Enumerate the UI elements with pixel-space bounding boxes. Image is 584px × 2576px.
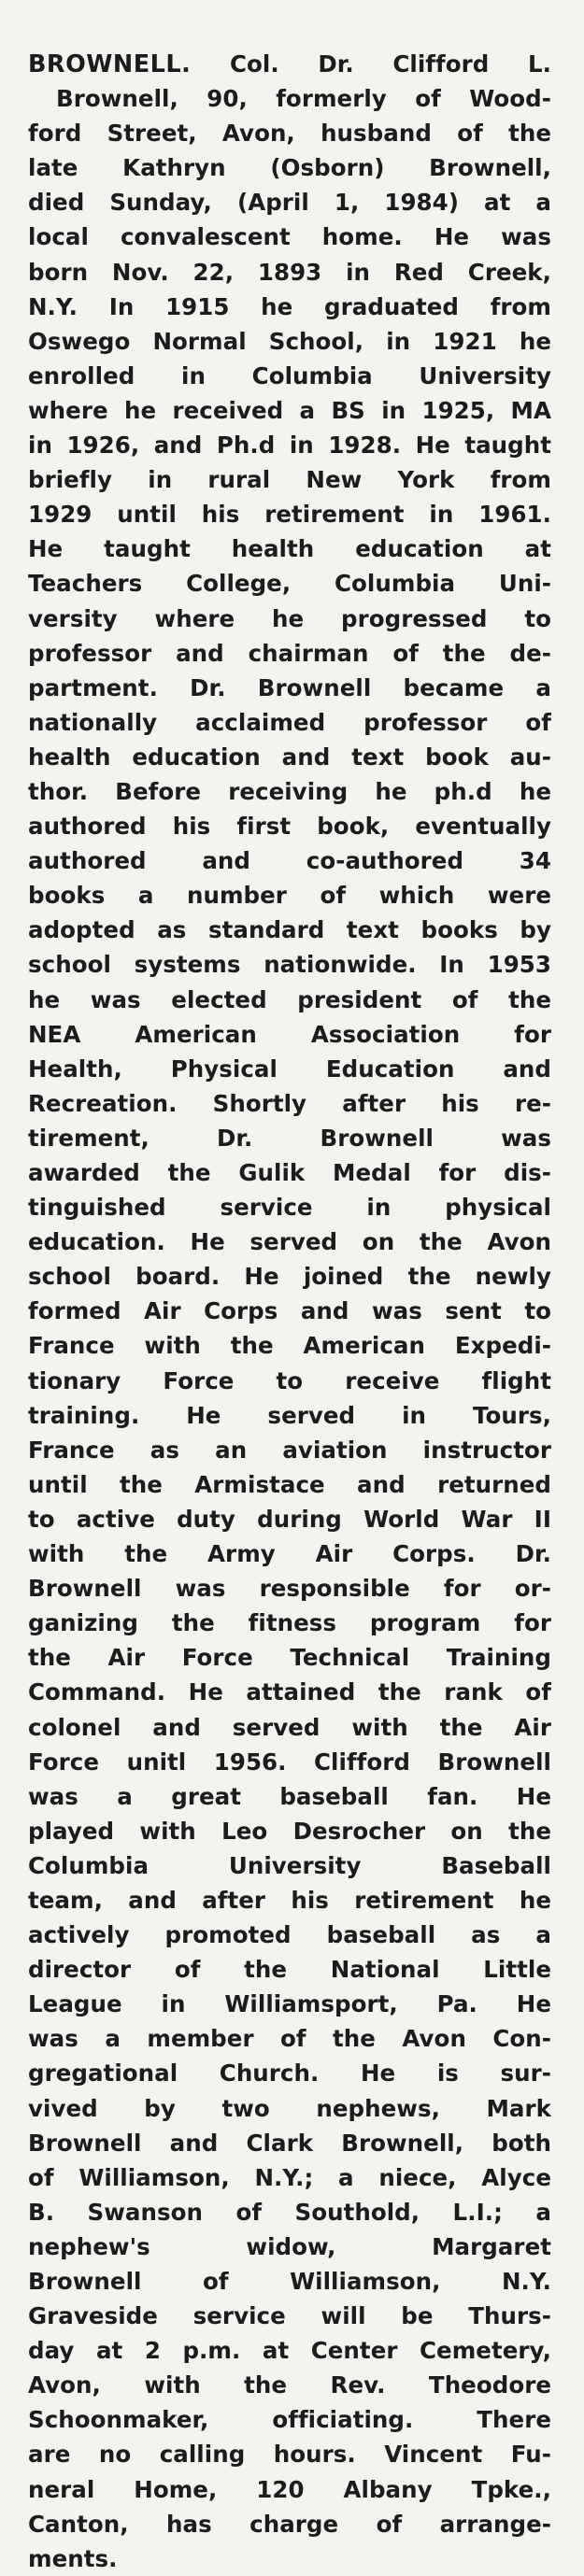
obituary-line: colonel and served with the Air	[28, 1713, 551, 1741]
obituary-column	[28, 47, 551, 2576]
obituary-line: Brownell was responsible for or-	[28, 1575, 551, 1603]
obituary-line: briefly in rural New York from	[28, 466, 551, 494]
obituary-line: team, and after his retirement he	[28, 1886, 551, 1914]
obituary-line: ments.	[28, 2544, 118, 2572]
obituary-line: tirement, Dr. Brownell was	[28, 1124, 551, 1152]
obituary-line: adopted as standard text books by	[28, 916, 551, 944]
obituary-line: awarded the Gulik Medal for dis-	[28, 1159, 551, 1186]
obituary-line: B. Swanson of Southold, L.I.; a	[28, 2198, 551, 2226]
obituary-line: school systems nationwide. In 1953	[28, 951, 551, 979]
obituary-line: played with Leo Desrocher on the	[28, 1817, 551, 1845]
obituary-line: local convalescent home. He was	[28, 223, 551, 251]
obituary-line: Recreation. Shortly after his re-	[28, 1089, 551, 1117]
obituary-line: the Air Force Technical Training	[28, 1644, 551, 1672]
obituary-line: Health, Physical Education and	[28, 1054, 551, 1083]
obituary-line: late Kathryn (Osborn) Brownell,	[28, 154, 551, 182]
obituary-line: in 1926, and Ph.d in 1928. He taught	[28, 432, 551, 460]
obituary-line: France as an aviation instructor	[28, 1436, 551, 1464]
obituary-line: was a great baseball fan. He	[28, 1782, 551, 1810]
obituary-line: versity where he progressed to	[28, 604, 551, 632]
obituary-line: enrolled in Columbia University	[28, 361, 551, 389]
obituary-line: ford Street, Avon, husband of the	[28, 120, 551, 148]
obituary-line: tinguished service in physical	[28, 1194, 551, 1222]
obituary-line: to active duty during World War II	[28, 1505, 551, 1533]
obituary-line: ganizing the fitness program for	[28, 1609, 551, 1637]
obituary-line: died Sunday, (April 1, 1984) at a	[28, 189, 551, 217]
obituary-line: authored and co-authored 34	[28, 847, 551, 875]
obituary-line: Teachers College, Columbia Uni-	[28, 570, 551, 598]
obituary-line: Canton, has charge of arrange-	[28, 2510, 551, 2538]
obituary-line: Avon, with the Rev. Theodore	[28, 2371, 551, 2399]
obituary-line: France with the American Expedi-	[28, 1332, 551, 1360]
obituary-line: Force unitl 1956. Clifford Brownell	[28, 1748, 551, 1776]
obituary-line: was a member of the Avon Con-	[28, 2025, 551, 2053]
obituary-line: neral Home, 120 Albany Tpke.,	[28, 2475, 551, 2503]
obituary-line: of Williamson, N.Y.; a niece, Alyce	[28, 2163, 551, 2191]
obituary-line: health education and text book au-	[28, 743, 551, 771]
obituary-line: Command. He attained the rank of	[28, 1678, 551, 1706]
obituary-line: are no calling hours. Vincent Fu-	[28, 2441, 551, 2469]
obituary-line: Brownell and Clark Brownell, both	[28, 2129, 551, 2157]
obituary-line: Brownell, 90, formerly of Wood-	[56, 85, 551, 113]
obituary-line: professor and chairman of the de-	[28, 639, 551, 667]
obituary-line: where he received a BS in 1925, MA	[28, 396, 551, 424]
obituary-line: education. He served on the Avon	[28, 1228, 551, 1256]
obituary-line: formed Air Corps and was sent to	[28, 1297, 551, 1325]
obituary-line: gregational Church. He is sur-	[28, 2059, 551, 2088]
obituary-line	[28, 47, 551, 81]
obituary-line: day at 2 p.m. at Center Cemetery,	[28, 2337, 551, 2365]
obituary-line: partment. Dr. Brownell became a	[28, 673, 551, 701]
obituary-line: Brownell of Williamson, N.Y.	[28, 2268, 551, 2295]
obituary-line: books a number of which were	[28, 882, 551, 910]
obituary-line: vived by two nephews, Mark	[28, 2094, 551, 2122]
obituary-line: with the Army Air Corps. Dr.	[28, 1540, 551, 1568]
obituary-line: thor. Before receiving he ph.d he	[28, 777, 551, 805]
obituary-line: tionary Force to receive flight	[28, 1366, 551, 1394]
obituary-line: director of the National Little	[28, 1956, 551, 1984]
obituary-line: nephew's widow, Margaret	[28, 2232, 551, 2260]
obituary-line: until the Armistace and returned	[28, 1470, 551, 1498]
obituary-line: authored his first book, eventually	[28, 813, 551, 841]
obituary-line: training. He served in Tours,	[28, 1401, 551, 1429]
obituary-line: actively promoted baseball as a	[28, 1921, 551, 1949]
obituary-line: school board. He joined the newly	[28, 1263, 551, 1291]
obituary-line: Columbia University Baseball	[28, 1851, 551, 1879]
obituary-line-text: Col. Dr. Clifford L.	[191, 50, 551, 78]
obituary-line: he was elected president of the	[28, 985, 551, 1013]
obituary-line: Oswego Normal School, in 1921 he	[28, 327, 551, 355]
obituary-surname: BROWNELL.	[28, 50, 192, 78]
obituary-line: N.Y. In 1915 he graduated from	[28, 292, 551, 320]
obituary-line: Schoonmaker, officiating. There	[28, 2406, 551, 2434]
obituary-line: Graveside service will be Thurs-	[28, 2302, 551, 2330]
obituary-line: League in Williamsport, Pa. He	[28, 1990, 551, 2018]
obituary-line: nationally acclaimed professor of	[28, 708, 551, 736]
obituary-line: 1929 until his retirement in 1961.	[28, 501, 551, 529]
obituary-line: NEA American Association for	[28, 1020, 551, 1048]
obituary-line: He taught health education at	[28, 535, 551, 563]
obituary-line: born Nov. 22, 1893 in Red Creek,	[28, 258, 551, 286]
